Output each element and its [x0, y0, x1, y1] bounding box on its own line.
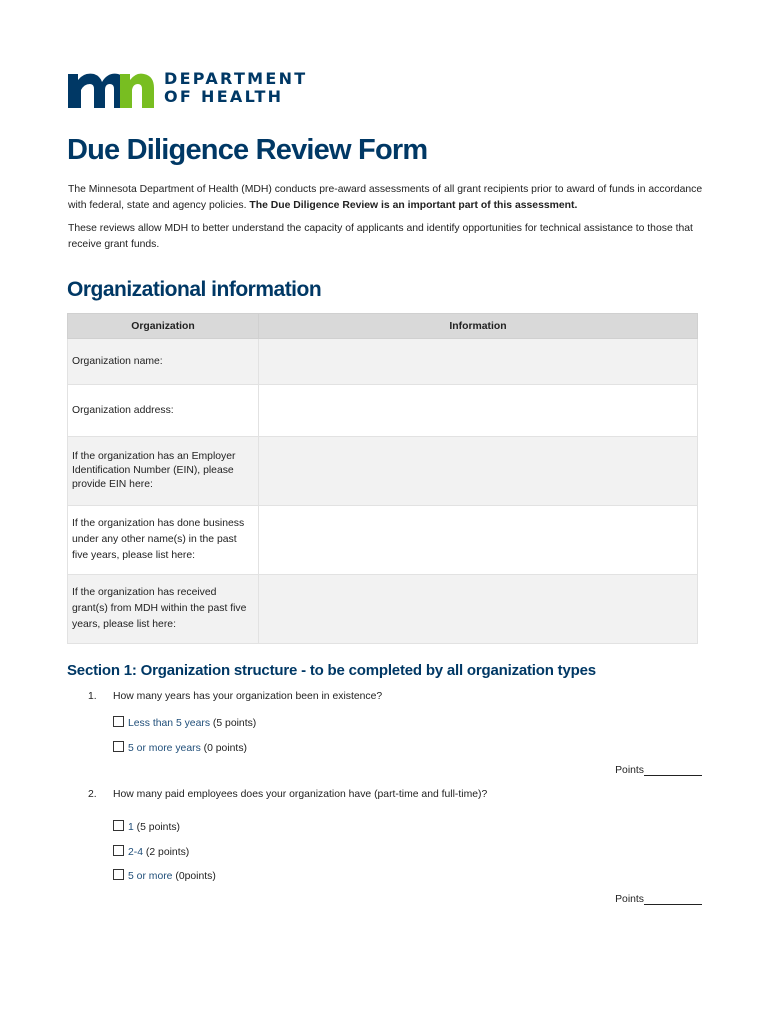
table-row — [68, 385, 698, 437]
option-label: 5 or more years — [128, 743, 201, 754]
points-field-q1 — [615, 765, 702, 776]
points-field-q2 — [615, 894, 702, 905]
section-1-heading: Section 1: Organization structure - to be completed by all organization types — [67, 662, 596, 679]
column-header-organization: Organization — [68, 314, 259, 339]
intro-text: The Minnesota Department of Health (MDH) conducts pre-award assessments of all grant recipients prior to award of funds in accordance with federal, state and agency policies. — [68, 184, 703, 211]
option-5-or-more-years[interactable] — [113, 741, 247, 754]
question-text: How many paid employees does your organization have (part-time and full-time)? — [113, 789, 488, 800]
org-info-heading: Organizational information — [67, 278, 322, 301]
points-label: Points — [615, 894, 644, 905]
option-label: 5 or more — [128, 871, 173, 882]
option-1-employee[interactable] — [113, 820, 180, 833]
points-label: Points — [615, 765, 644, 776]
question-1 — [88, 691, 382, 702]
option-points: (2 points) — [145, 847, 190, 858]
option-label: Less than 5 years — [128, 718, 211, 729]
checkbox-icon[interactable] — [113, 869, 124, 880]
table-row — [68, 437, 698, 506]
intro-paragraph-2: These reviews allow MDH to better understand the capacity of applicants and identify opportunities for technical assistance to those that receive grant funds. — [68, 223, 693, 250]
option-2-4-employees[interactable] — [113, 845, 189, 858]
points-input-line[interactable] — [644, 765, 702, 776]
question-2 — [88, 789, 487, 800]
row-label-mdh-grants: If the organization has received grant(s) from MDH within the past five years, please list here: — [68, 575, 259, 644]
intro-paragraph-1 — [68, 182, 708, 214]
option-label: 2-4 — [128, 847, 144, 858]
table-row — [68, 339, 698, 385]
table-header-row — [68, 314, 698, 339]
checkbox-icon[interactable] — [113, 716, 124, 727]
row-label-other-names: If the organization has done business under any other name(s) in the past five years, please list here: — [68, 506, 259, 575]
option-label: 1 — [128, 822, 134, 833]
logo-text — [164, 70, 308, 106]
intro-bold-text: The Due Diligence Review is an important part of this assessment. — [249, 200, 578, 211]
checkbox-icon[interactable] — [113, 845, 124, 856]
question-number: 2. — [88, 789, 97, 800]
checkbox-icon[interactable] — [113, 820, 124, 831]
option-points: (0points) — [175, 871, 216, 882]
points-input-line[interactable] — [644, 894, 702, 905]
option-points: (5 points) — [136, 822, 180, 833]
checkbox-icon[interactable] — [113, 741, 124, 752]
question-text: How many years has your organization been in existence? — [113, 691, 383, 702]
row-label-org-name: Organization name: — [68, 339, 259, 385]
logo-line-2: OF HEALTH — [164, 87, 284, 106]
table-row — [68, 506, 698, 575]
question-number: 1. — [88, 691, 97, 702]
table-row — [68, 575, 698, 644]
option-5-or-more-employees[interactable] — [113, 869, 216, 882]
org-info-table — [67, 313, 698, 644]
option-points: (5 points) — [212, 718, 257, 729]
ein-field[interactable] — [259, 437, 698, 506]
org-address-field[interactable] — [259, 385, 698, 437]
mn-logo-mark-icon — [68, 68, 154, 108]
mdh-grants-field[interactable] — [259, 575, 698, 644]
logo-line-1: DEPARTMENT — [164, 69, 308, 88]
row-label-ein: If the organization has an Employer Identification Number (EIN), please provide EIN here: — [68, 437, 259, 506]
option-points: (0 points) — [203, 743, 247, 754]
row-label-org-address: Organization address: — [68, 385, 259, 437]
option-less-than-5-years[interactable] — [113, 716, 256, 729]
page-title: Due Diligence Review Form — [67, 134, 428, 166]
org-name-field[interactable] — [259, 339, 698, 385]
other-names-field[interactable] — [259, 506, 698, 575]
mdh-logo — [68, 68, 308, 108]
column-header-information: Information — [259, 314, 698, 339]
